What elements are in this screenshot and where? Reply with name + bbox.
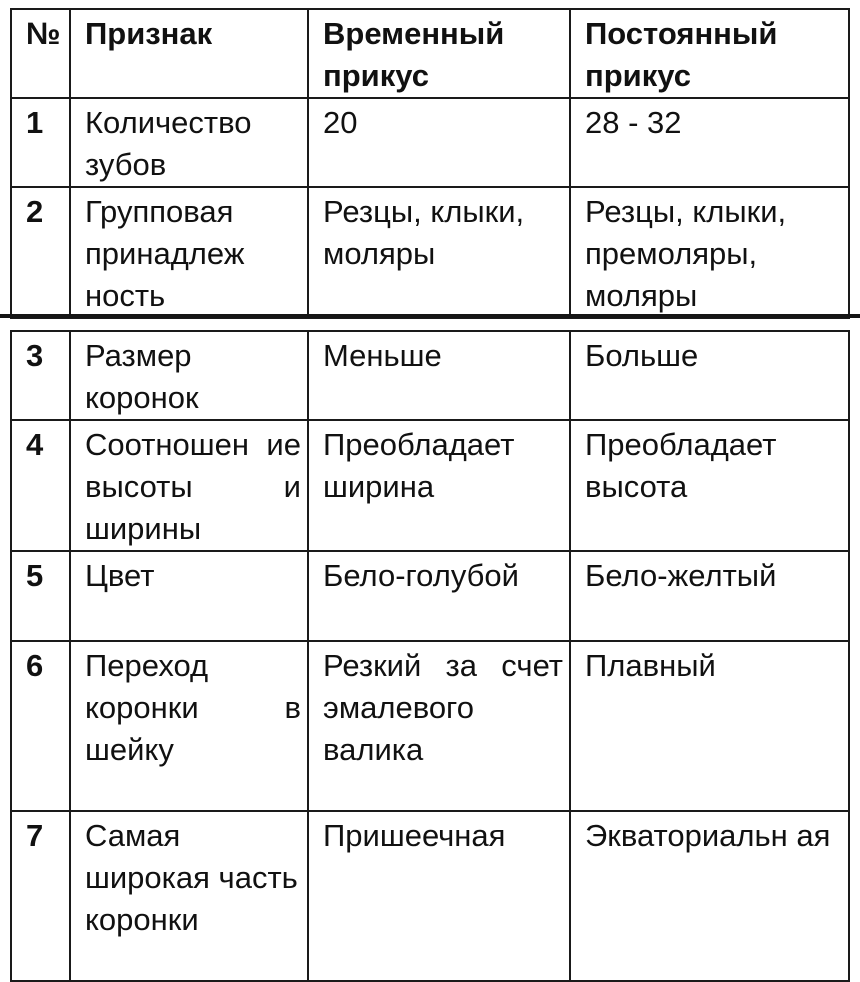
row-num: 3 <box>11 331 70 420</box>
row-permanent: Плавный <box>570 641 849 811</box>
row-temporary: Бело-голубой <box>308 551 570 641</box>
row-num: 7 <box>11 811 70 981</box>
header-temporary-bite: Временный прикус <box>308 9 570 98</box>
table-row <box>11 551 849 641</box>
row-num: 4 <box>11 420 70 551</box>
row-num: 1 <box>11 98 70 187</box>
row-temporary: 20 <box>308 98 570 187</box>
row-feature: Соотношен ие высоты и ширины <box>70 420 308 551</box>
header-permanent-bite: Постоянный прикус <box>570 9 849 98</box>
table-row <box>11 811 849 981</box>
row-permanent: 28 - 32 <box>570 98 849 187</box>
section-divider <box>0 314 860 318</box>
row-permanent: Преобладает высота <box>570 420 849 551</box>
row-feature: Самая широкая часть коронки <box>70 811 308 981</box>
row-feature: Цвет <box>70 551 308 641</box>
table-row <box>11 331 849 420</box>
row-temporary: Резкий за счет эмалевого валика <box>308 641 570 811</box>
row-feature: Количество зубов <box>70 98 308 187</box>
row-feature: Размер коронок <box>70 331 308 420</box>
row-feature: Переход коронки в шейку <box>70 641 308 811</box>
row-num: 2 <box>11 187 70 318</box>
comparison-table-part2 <box>10 330 850 982</box>
row-permanent: Экваториальн ая <box>570 811 849 981</box>
table-row <box>11 641 849 811</box>
header-feature: Признак <box>70 9 308 98</box>
row-feature: Групповая принадлеж ность <box>70 187 308 318</box>
header-num: № <box>11 9 70 98</box>
table-row <box>11 187 849 318</box>
row-temporary: Резцы, клыки, моляры <box>308 187 570 318</box>
row-temporary: Меньше <box>308 331 570 420</box>
row-temporary: Пришеечная <box>308 811 570 981</box>
row-num: 5 <box>11 551 70 641</box>
comparison-table-part1 <box>10 8 850 319</box>
table-row <box>11 98 849 187</box>
row-temporary: Преобладает ширина <box>308 420 570 551</box>
table-row <box>11 420 849 551</box>
row-permanent: Бело-желтый <box>570 551 849 641</box>
row-num: 6 <box>11 641 70 811</box>
row-permanent: Больше <box>570 331 849 420</box>
cropped-text-fragment <box>0 0 860 8</box>
row-permanent: Резцы, клыки, премоляры, моляры <box>570 187 849 318</box>
table-header-row <box>11 9 849 98</box>
